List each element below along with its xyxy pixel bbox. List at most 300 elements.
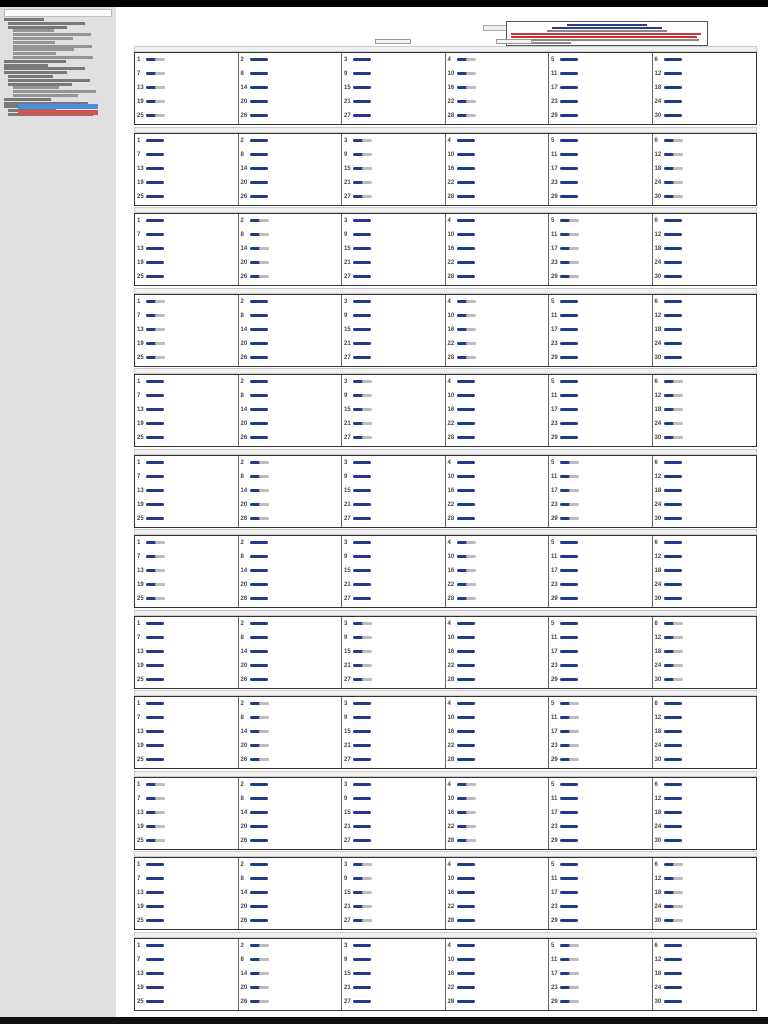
day-cell[interactable] bbox=[137, 180, 235, 194]
day-cell[interactable] bbox=[551, 327, 649, 341]
day-cell[interactable] bbox=[551, 232, 649, 246]
day-cell[interactable] bbox=[448, 218, 546, 232]
day-cell[interactable] bbox=[344, 729, 442, 743]
day-cell[interactable] bbox=[655, 810, 753, 824]
day-cell[interactable] bbox=[448, 152, 546, 166]
day-cell[interactable] bbox=[137, 379, 235, 393]
day-cell[interactable] bbox=[448, 435, 546, 449]
day-cell[interactable] bbox=[655, 596, 753, 610]
day-cell[interactable] bbox=[241, 57, 339, 71]
day-cell[interactable] bbox=[448, 838, 546, 852]
day-cell[interactable] bbox=[137, 516, 235, 530]
sidebar-item[interactable] bbox=[13, 52, 56, 55]
day-cell[interactable] bbox=[551, 621, 649, 635]
day-cell[interactable] bbox=[655, 393, 753, 407]
day-cell[interactable] bbox=[655, 757, 753, 771]
day-cell[interactable] bbox=[241, 113, 339, 127]
day-cell[interactable] bbox=[551, 502, 649, 516]
day-cell[interactable] bbox=[448, 85, 546, 99]
day-cell[interactable] bbox=[551, 379, 649, 393]
day-cell[interactable] bbox=[241, 582, 339, 596]
day-cell[interactable] bbox=[551, 516, 649, 530]
day-cell[interactable] bbox=[137, 582, 235, 596]
day-cell[interactable] bbox=[241, 568, 339, 582]
day-cell[interactable] bbox=[551, 876, 649, 890]
day-cell[interactable] bbox=[655, 743, 753, 757]
day-cell[interactable] bbox=[655, 57, 753, 71]
day-cell[interactable] bbox=[137, 649, 235, 663]
day-cell[interactable] bbox=[241, 862, 339, 876]
day-cell[interactable] bbox=[137, 327, 235, 341]
day-cell[interactable] bbox=[655, 138, 753, 152]
day-cell[interactable] bbox=[344, 194, 442, 208]
day-cell[interactable] bbox=[448, 393, 546, 407]
day-cell[interactable] bbox=[551, 113, 649, 127]
sidebar-item[interactable] bbox=[4, 64, 48, 67]
next-year-button[interactable] bbox=[496, 39, 532, 44]
day-cell[interactable] bbox=[448, 757, 546, 771]
day-cell[interactable] bbox=[137, 943, 235, 957]
day-cell[interactable] bbox=[137, 341, 235, 355]
day-cell[interactable] bbox=[344, 663, 442, 677]
day-cell[interactable] bbox=[448, 971, 546, 985]
day-cell[interactable] bbox=[344, 327, 442, 341]
day-cell[interactable] bbox=[448, 355, 546, 369]
day-cell[interactable] bbox=[241, 232, 339, 246]
day-cell[interactable] bbox=[551, 904, 649, 918]
day-cell[interactable] bbox=[551, 782, 649, 796]
day-cell[interactable] bbox=[448, 407, 546, 421]
day-cell[interactable] bbox=[344, 393, 442, 407]
day-cell[interactable] bbox=[655, 715, 753, 729]
day-cell[interactable] bbox=[448, 260, 546, 274]
day-cell[interactable] bbox=[137, 152, 235, 166]
day-cell[interactable] bbox=[551, 715, 649, 729]
day-cell[interactable] bbox=[344, 71, 442, 85]
day-cell[interactable] bbox=[448, 621, 546, 635]
day-cell[interactable] bbox=[448, 999, 546, 1013]
day-cell[interactable] bbox=[241, 502, 339, 516]
day-cell[interactable] bbox=[655, 876, 753, 890]
day-cell[interactable] bbox=[655, 218, 753, 232]
day-cell[interactable] bbox=[241, 649, 339, 663]
day-cell[interactable] bbox=[655, 904, 753, 918]
day-cell[interactable] bbox=[448, 502, 546, 516]
sidebar-item[interactable] bbox=[8, 26, 67, 29]
day-cell[interactable] bbox=[241, 474, 339, 488]
day-cell[interactable] bbox=[344, 379, 442, 393]
day-cell[interactable] bbox=[551, 757, 649, 771]
day-cell[interactable] bbox=[655, 474, 753, 488]
day-cell[interactable] bbox=[137, 904, 235, 918]
sidebar-item[interactable] bbox=[13, 37, 73, 40]
day-cell[interactable] bbox=[137, 677, 235, 691]
day-cell[interactable] bbox=[241, 246, 339, 260]
day-cell[interactable] bbox=[241, 313, 339, 327]
day-cell[interactable] bbox=[137, 729, 235, 743]
day-cell[interactable] bbox=[241, 393, 339, 407]
day-cell[interactable] bbox=[344, 299, 442, 313]
sidebar-item[interactable] bbox=[8, 79, 90, 82]
prev-year-button[interactable] bbox=[375, 39, 411, 44]
day-cell[interactable] bbox=[655, 516, 753, 530]
day-cell[interactable] bbox=[551, 71, 649, 85]
day-cell[interactable] bbox=[137, 99, 235, 113]
day-cell[interactable] bbox=[448, 180, 546, 194]
day-cell[interactable] bbox=[344, 180, 442, 194]
day-cell[interactable] bbox=[448, 985, 546, 999]
day-cell[interactable] bbox=[551, 957, 649, 971]
day-cell[interactable] bbox=[344, 782, 442, 796]
day-cell[interactable] bbox=[655, 379, 753, 393]
sidebar-item[interactable] bbox=[4, 67, 85, 70]
day-cell[interactable] bbox=[448, 166, 546, 180]
sidebar-item[interactable] bbox=[8, 22, 85, 25]
day-cell[interactable] bbox=[551, 99, 649, 113]
day-cell[interactable] bbox=[551, 488, 649, 502]
day-cell[interactable] bbox=[344, 918, 442, 932]
day-cell[interactable] bbox=[655, 274, 753, 288]
day-cell[interactable] bbox=[655, 663, 753, 677]
day-cell[interactable] bbox=[344, 516, 442, 530]
day-cell[interactable] bbox=[137, 274, 235, 288]
day-cell[interactable] bbox=[448, 663, 546, 677]
day-cell[interactable] bbox=[448, 715, 546, 729]
day-cell[interactable] bbox=[655, 824, 753, 838]
day-cell[interactable] bbox=[137, 890, 235, 904]
day-cell[interactable] bbox=[551, 313, 649, 327]
day-cell[interactable] bbox=[655, 313, 753, 327]
day-cell[interactable] bbox=[241, 635, 339, 649]
day-cell[interactable] bbox=[655, 985, 753, 999]
day-cell[interactable] bbox=[448, 554, 546, 568]
day-cell[interactable] bbox=[344, 138, 442, 152]
day-cell[interactable] bbox=[448, 274, 546, 288]
day-cell[interactable] bbox=[241, 218, 339, 232]
day-cell[interactable] bbox=[551, 180, 649, 194]
day-cell[interactable] bbox=[344, 635, 442, 649]
day-cell[interactable] bbox=[241, 166, 339, 180]
day-cell[interactable] bbox=[137, 999, 235, 1013]
day-cell[interactable] bbox=[448, 596, 546, 610]
day-cell[interactable] bbox=[344, 810, 442, 824]
day-cell[interactable] bbox=[448, 649, 546, 663]
day-cell[interactable] bbox=[655, 232, 753, 246]
day-cell[interactable] bbox=[655, 838, 753, 852]
day-cell[interactable] bbox=[241, 743, 339, 757]
day-cell[interactable] bbox=[137, 246, 235, 260]
day-cell[interactable] bbox=[241, 796, 339, 810]
day-cell[interactable] bbox=[655, 540, 753, 554]
sidebar-button-primary[interactable] bbox=[18, 104, 98, 109]
day-cell[interactable] bbox=[241, 355, 339, 369]
day-cell[interactable] bbox=[241, 904, 339, 918]
day-cell[interactable] bbox=[344, 407, 442, 421]
day-cell[interactable] bbox=[137, 313, 235, 327]
day-cell[interactable] bbox=[448, 729, 546, 743]
day-cell[interactable] bbox=[551, 421, 649, 435]
day-cell[interactable] bbox=[241, 782, 339, 796]
day-cell[interactable] bbox=[448, 810, 546, 824]
day-cell[interactable] bbox=[344, 904, 442, 918]
day-cell[interactable] bbox=[655, 194, 753, 208]
day-cell[interactable] bbox=[551, 729, 649, 743]
day-cell[interactable] bbox=[551, 474, 649, 488]
day-cell[interactable] bbox=[655, 341, 753, 355]
sidebar-item[interactable] bbox=[13, 33, 91, 36]
day-cell[interactable] bbox=[137, 701, 235, 715]
day-cell[interactable] bbox=[448, 299, 546, 313]
day-cell[interactable] bbox=[241, 810, 339, 824]
day-cell[interactable] bbox=[655, 460, 753, 474]
day-cell[interactable] bbox=[551, 260, 649, 274]
day-cell[interactable] bbox=[241, 85, 339, 99]
day-cell[interactable] bbox=[344, 999, 442, 1013]
day-cell[interactable] bbox=[448, 246, 546, 260]
day-cell[interactable] bbox=[137, 971, 235, 985]
day-cell[interactable] bbox=[241, 421, 339, 435]
day-cell[interactable] bbox=[344, 677, 442, 691]
day-cell[interactable] bbox=[448, 421, 546, 435]
day-cell[interactable] bbox=[551, 743, 649, 757]
day-cell[interactable] bbox=[241, 327, 339, 341]
day-cell[interactable] bbox=[551, 568, 649, 582]
day-cell[interactable] bbox=[344, 890, 442, 904]
day-cell[interactable] bbox=[241, 596, 339, 610]
day-cell[interactable] bbox=[241, 180, 339, 194]
day-cell[interactable] bbox=[137, 460, 235, 474]
day-cell[interactable] bbox=[137, 568, 235, 582]
day-cell[interactable] bbox=[137, 71, 235, 85]
day-cell[interactable] bbox=[448, 540, 546, 554]
day-cell[interactable] bbox=[551, 246, 649, 260]
day-cell[interactable] bbox=[655, 71, 753, 85]
day-cell[interactable] bbox=[551, 918, 649, 932]
sidebar-item[interactable] bbox=[4, 60, 66, 63]
day-cell[interactable] bbox=[655, 180, 753, 194]
day-cell[interactable] bbox=[137, 635, 235, 649]
day-cell[interactable] bbox=[137, 862, 235, 876]
day-cell[interactable] bbox=[344, 99, 442, 113]
day-cell[interactable] bbox=[655, 113, 753, 127]
day-cell[interactable] bbox=[655, 502, 753, 516]
day-cell[interactable] bbox=[655, 99, 753, 113]
day-cell[interactable] bbox=[241, 757, 339, 771]
sidebar-item[interactable] bbox=[4, 18, 44, 21]
day-cell[interactable] bbox=[137, 596, 235, 610]
day-cell[interactable] bbox=[344, 57, 442, 71]
day-cell[interactable] bbox=[241, 729, 339, 743]
day-cell[interactable] bbox=[241, 274, 339, 288]
day-cell[interactable] bbox=[655, 568, 753, 582]
day-cell[interactable] bbox=[448, 327, 546, 341]
day-cell[interactable] bbox=[137, 435, 235, 449]
day-cell[interactable] bbox=[137, 554, 235, 568]
day-cell[interactable] bbox=[344, 274, 442, 288]
day-cell[interactable] bbox=[655, 999, 753, 1013]
day-cell[interactable] bbox=[551, 677, 649, 691]
day-cell[interactable] bbox=[344, 341, 442, 355]
day-cell[interactable] bbox=[137, 743, 235, 757]
day-cell[interactable] bbox=[655, 729, 753, 743]
day-cell[interactable] bbox=[137, 355, 235, 369]
day-cell[interactable] bbox=[344, 582, 442, 596]
day-cell[interactable] bbox=[655, 554, 753, 568]
day-cell[interactable] bbox=[137, 57, 235, 71]
day-cell[interactable] bbox=[551, 57, 649, 71]
day-cell[interactable] bbox=[655, 488, 753, 502]
day-cell[interactable] bbox=[137, 488, 235, 502]
day-cell[interactable] bbox=[655, 677, 753, 691]
day-cell[interactable] bbox=[448, 379, 546, 393]
day-cell[interactable] bbox=[137, 299, 235, 313]
day-cell[interactable] bbox=[655, 862, 753, 876]
sidebar-item[interactable] bbox=[8, 83, 72, 86]
day-cell[interactable] bbox=[344, 985, 442, 999]
day-cell[interactable] bbox=[344, 166, 442, 180]
day-cell[interactable] bbox=[448, 57, 546, 71]
day-cell[interactable] bbox=[344, 796, 442, 810]
day-cell[interactable] bbox=[448, 474, 546, 488]
day-cell[interactable] bbox=[344, 876, 442, 890]
day-cell[interactable] bbox=[448, 71, 546, 85]
day-cell[interactable] bbox=[137, 393, 235, 407]
day-cell[interactable] bbox=[655, 299, 753, 313]
day-cell[interactable] bbox=[655, 957, 753, 971]
day-cell[interactable] bbox=[344, 715, 442, 729]
day-cell[interactable] bbox=[344, 540, 442, 554]
day-cell[interactable] bbox=[241, 138, 339, 152]
day-cell[interactable] bbox=[137, 540, 235, 554]
day-cell[interactable] bbox=[344, 502, 442, 516]
day-cell[interactable] bbox=[448, 194, 546, 208]
day-cell[interactable] bbox=[344, 152, 442, 166]
day-cell[interactable] bbox=[137, 796, 235, 810]
day-cell[interactable] bbox=[241, 341, 339, 355]
day-cell[interactable] bbox=[241, 379, 339, 393]
sidebar-item[interactable] bbox=[8, 75, 53, 78]
day-cell[interactable] bbox=[448, 635, 546, 649]
sidebar-item[interactable] bbox=[13, 29, 54, 32]
day-cell[interactable] bbox=[344, 313, 442, 327]
day-cell[interactable] bbox=[448, 957, 546, 971]
day-cell[interactable] bbox=[551, 194, 649, 208]
day-cell[interactable] bbox=[551, 649, 649, 663]
sidebar-item[interactable] bbox=[13, 94, 78, 97]
day-cell[interactable] bbox=[655, 246, 753, 260]
day-cell[interactable] bbox=[137, 260, 235, 274]
day-cell[interactable] bbox=[344, 649, 442, 663]
day-cell[interactable] bbox=[137, 421, 235, 435]
sidebar-item[interactable] bbox=[13, 90, 96, 93]
day-cell[interactable] bbox=[551, 341, 649, 355]
day-cell[interactable] bbox=[551, 838, 649, 852]
day-cell[interactable] bbox=[551, 540, 649, 554]
day-cell[interactable] bbox=[448, 943, 546, 957]
day-cell[interactable] bbox=[448, 782, 546, 796]
day-cell[interactable] bbox=[551, 999, 649, 1013]
day-cell[interactable] bbox=[448, 862, 546, 876]
day-cell[interactable] bbox=[241, 540, 339, 554]
day-cell[interactable] bbox=[551, 971, 649, 985]
sidebar-search-input[interactable] bbox=[4, 9, 112, 17]
day-cell[interactable] bbox=[137, 194, 235, 208]
day-cell[interactable] bbox=[241, 488, 339, 502]
day-cell[interactable] bbox=[448, 677, 546, 691]
day-cell[interactable] bbox=[655, 260, 753, 274]
day-cell[interactable] bbox=[344, 943, 442, 957]
day-cell[interactable] bbox=[344, 232, 442, 246]
day-cell[interactable] bbox=[551, 985, 649, 999]
day-cell[interactable] bbox=[448, 113, 546, 127]
day-cell[interactable] bbox=[655, 971, 753, 985]
day-cell[interactable] bbox=[551, 582, 649, 596]
day-cell[interactable] bbox=[344, 260, 442, 274]
day-cell[interactable] bbox=[344, 554, 442, 568]
day-cell[interactable] bbox=[448, 460, 546, 474]
day-cell[interactable] bbox=[241, 971, 339, 985]
day-cell[interactable] bbox=[551, 824, 649, 838]
day-cell[interactable] bbox=[344, 435, 442, 449]
day-cell[interactable] bbox=[344, 474, 442, 488]
day-cell[interactable] bbox=[241, 299, 339, 313]
day-cell[interactable] bbox=[241, 838, 339, 852]
day-cell[interactable] bbox=[448, 582, 546, 596]
day-cell[interactable] bbox=[344, 488, 442, 502]
day-cell[interactable] bbox=[551, 355, 649, 369]
day-cell[interactable] bbox=[551, 166, 649, 180]
day-cell[interactable] bbox=[344, 246, 442, 260]
day-cell[interactable] bbox=[448, 99, 546, 113]
day-cell[interactable] bbox=[551, 407, 649, 421]
day-cell[interactable] bbox=[655, 435, 753, 449]
day-cell[interactable] bbox=[344, 757, 442, 771]
day-cell[interactable] bbox=[551, 596, 649, 610]
day-cell[interactable] bbox=[551, 393, 649, 407]
day-cell[interactable] bbox=[655, 421, 753, 435]
day-cell[interactable] bbox=[137, 138, 235, 152]
day-cell[interactable] bbox=[655, 918, 753, 932]
day-cell[interactable] bbox=[241, 621, 339, 635]
day-cell[interactable] bbox=[448, 516, 546, 530]
day-cell[interactable] bbox=[344, 957, 442, 971]
day-cell[interactable] bbox=[655, 85, 753, 99]
day-cell[interactable] bbox=[137, 232, 235, 246]
day-cell[interactable] bbox=[551, 299, 649, 313]
day-cell[interactable] bbox=[241, 985, 339, 999]
day-cell[interactable] bbox=[551, 701, 649, 715]
day-cell[interactable] bbox=[241, 260, 339, 274]
day-cell[interactable] bbox=[241, 943, 339, 957]
day-cell[interactable] bbox=[344, 743, 442, 757]
day-cell[interactable] bbox=[241, 957, 339, 971]
day-cell[interactable] bbox=[344, 621, 442, 635]
day-cell[interactable] bbox=[448, 232, 546, 246]
day-cell[interactable] bbox=[551, 862, 649, 876]
day-cell[interactable] bbox=[655, 152, 753, 166]
day-cell[interactable] bbox=[137, 663, 235, 677]
day-cell[interactable] bbox=[137, 824, 235, 838]
day-cell[interactable] bbox=[344, 218, 442, 232]
sidebar-item[interactable] bbox=[13, 41, 55, 44]
sidebar-item[interactable] bbox=[13, 86, 59, 89]
day-cell[interactable] bbox=[448, 488, 546, 502]
day-cell[interactable] bbox=[344, 824, 442, 838]
day-cell[interactable] bbox=[137, 782, 235, 796]
day-cell[interactable] bbox=[241, 435, 339, 449]
day-cell[interactable] bbox=[344, 838, 442, 852]
day-cell[interactable] bbox=[344, 113, 442, 127]
